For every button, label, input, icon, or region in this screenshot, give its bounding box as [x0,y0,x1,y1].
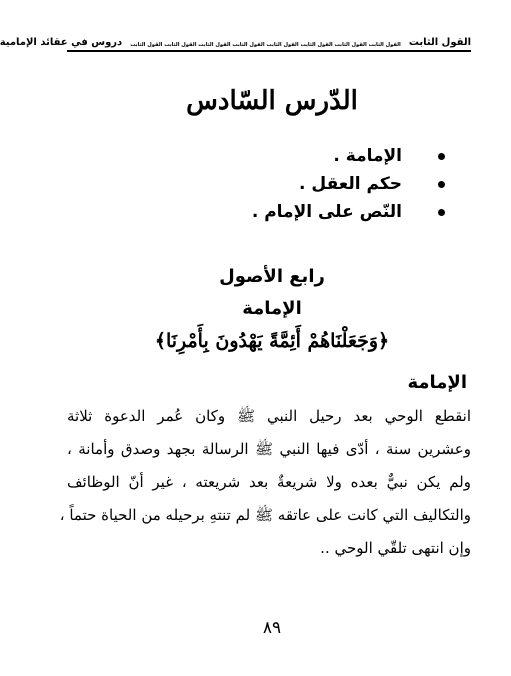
topic-label: النّص على الإمام . [251,202,402,222]
topic-label: حكم العقل . [299,174,402,194]
page-number: ٨٩ [262,618,282,638]
quran-verse: ﴿وَجَعَلْنَاهُمْ أَئِمَّةً يَهْدُونَ بِأَمْرِنَا﴾ [154,330,390,352]
section-label: رابع الأصول [219,266,325,287]
body-line: ولم يكن نبيٌّ بعده ولا شريعةٌ بعد شريعته ، غير أنّ الوظائف [67,473,471,491]
section-name: الإمامة [242,298,302,319]
lesson-title: الدّرس السّادس [186,86,358,116]
topics-list [93,142,445,226]
body-line: وإن انتهى تلقّي الوحي .. [320,539,471,557]
bullet-icon [438,181,445,188]
header-right-title: القول الثابت [408,37,471,48]
bullet-icon [438,153,445,160]
body-subheading: الإمامة [407,372,467,393]
topic-item [93,198,445,226]
running-header [0,30,471,52]
topic-label: الإمامة . [333,146,402,166]
header-repeated-band: القول الثابت القول الثابت القول الثابت القول الثابت القول الثابت القول الثابت القول الثابت القول الثابت [130,42,401,48]
header-left-title: دروس في عقائد الإمامية [0,37,123,48]
body-text [59,400,471,565]
body-line: انقطع الوحي بعد رحيل النبي ﷺ وكان عُمر الدعوة ثلاثة [67,407,471,425]
bullet-icon [438,209,445,216]
body-line: والتكاليف التي كانت على عاتقه ﷺ لم تنتهِ برحيله من الحياة حتماً ، [59,506,471,524]
topic-item [93,142,445,170]
topic-item [93,170,445,198]
body-line: وعشرين سنة ، أدّى فيها النبي ﷺ الرسالة بجهد وصدق وأمانة ، [67,440,471,458]
